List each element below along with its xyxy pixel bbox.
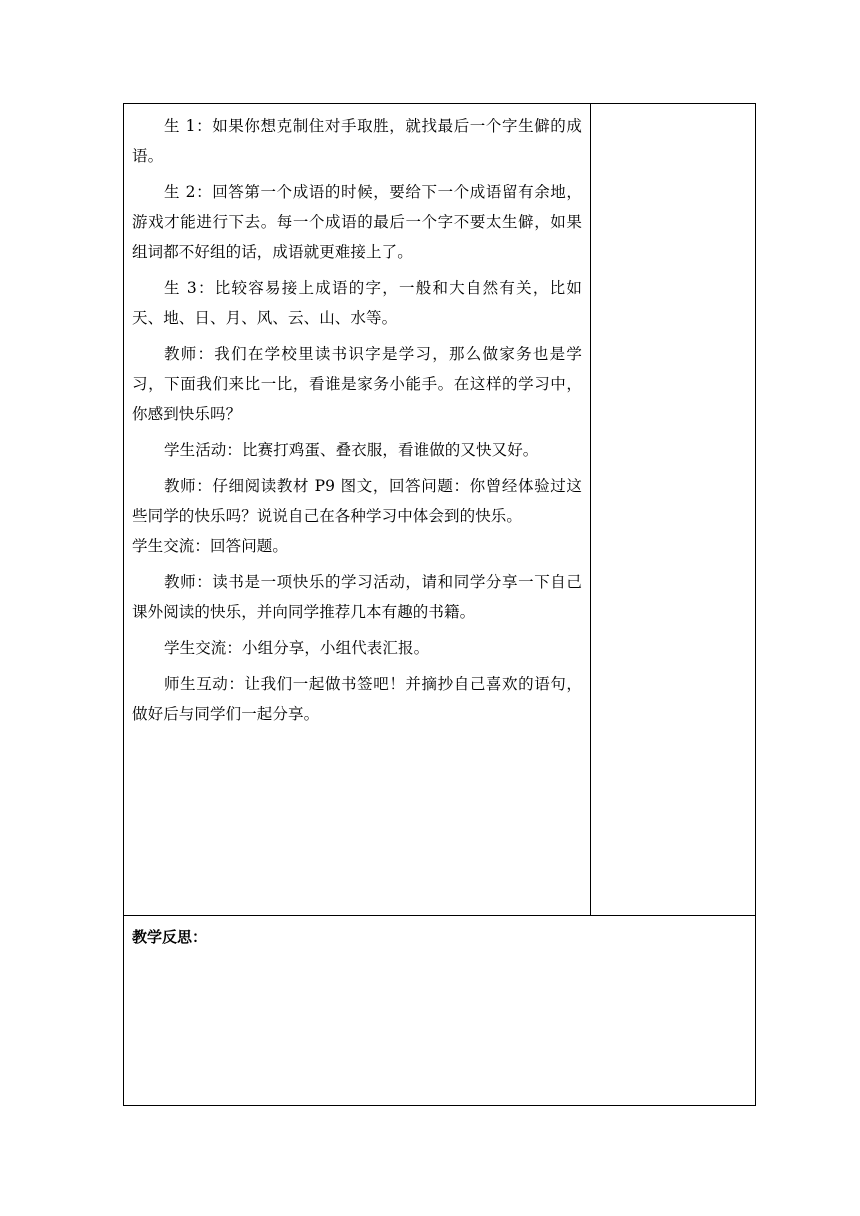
paragraph-teacher-textbook: 教师：仔细阅读教材 P9 图文，回答问题：你曾经体验过这些同学的快乐吗？说说自己在各种学习中体会到的快乐。 xyxy=(132,477,582,525)
reflection-row xyxy=(124,916,756,1106)
paragraph-student-answer: 学生交流：回答问题。 xyxy=(132,537,289,555)
lesson-content-cell xyxy=(124,104,591,916)
paragraph-student-3: 生 3：比较容易接上成语的字，一般和大自然有关，比如天、地、日、月、风、云、山、水等。 xyxy=(132,279,582,327)
reflection-cell xyxy=(124,916,756,1106)
paragraph-student-2: 生 2：回答第一个成语的时候，要给下一个成语留有余地，游戏才能进行下去。每一个成语的最后一个字不要太生僻，如果组词都不好组的话，成语就更难接上了。 xyxy=(132,183,582,261)
paragraph-student-share: 学生交流：小组分享，小组代表汇报。 xyxy=(164,639,430,657)
paragraph-student-1: 生 1：如果你想克制住对手取胜，就找最后一个字生僻的成语。 xyxy=(132,117,582,165)
reflection-label: 教学反思： xyxy=(132,928,208,946)
paragraph-interaction: 师生互动：让我们一起做书签吧！并摘抄自己喜欢的语句，做好后与同学们一起分享。 xyxy=(132,675,582,723)
side-notes-cell xyxy=(591,104,756,916)
content-row xyxy=(124,104,756,916)
lesson-plan-table xyxy=(123,103,756,1106)
paragraph-teacher-housework: 教师：我们在学校里读书识字是学习，那么做家务也是学习，下面我们来比一比，看谁是家务小能手。在这样的学习中，你感到快乐吗？ xyxy=(132,345,582,423)
paragraph-teacher-reading: 教师：读书是一项快乐的学习活动，请和同学分享一下自己课外阅读的快乐，并向同学推荐几本有趣的书籍。 xyxy=(132,573,582,621)
paragraph-student-activity: 学生活动：比赛打鸡蛋、叠衣服，看谁做的又快又好。 xyxy=(164,441,539,459)
